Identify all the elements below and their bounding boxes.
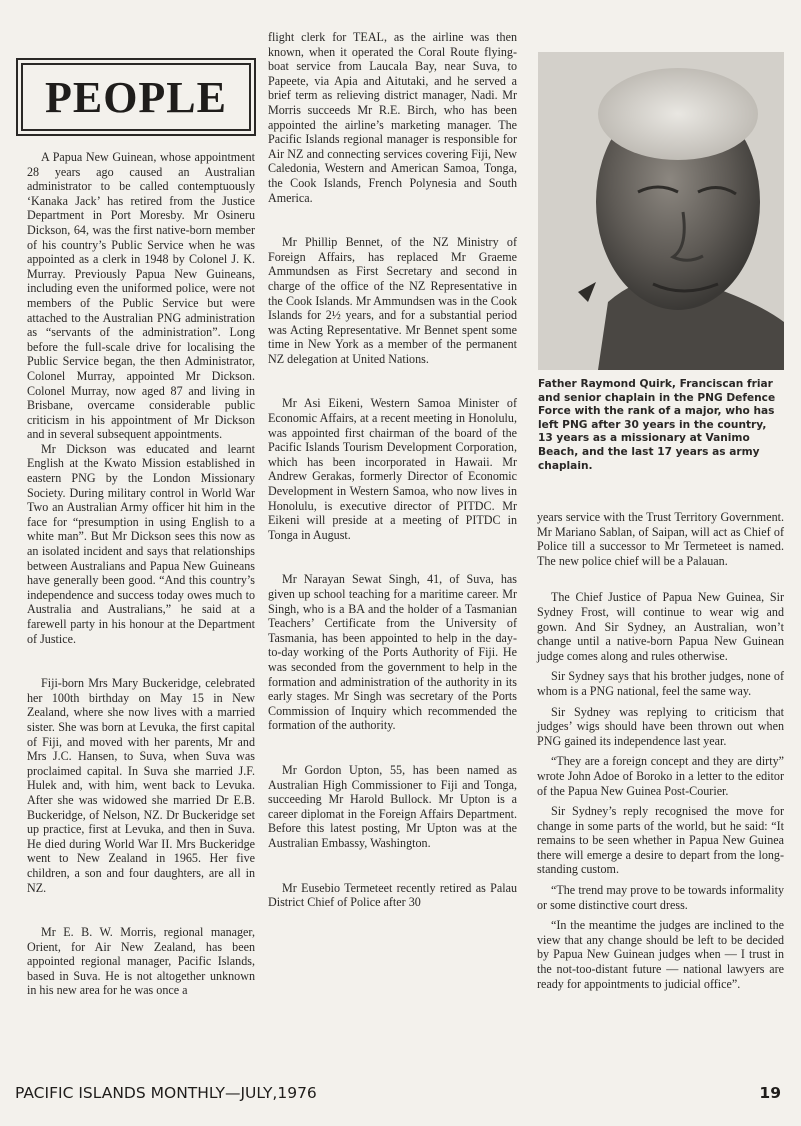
section-title-box [16, 58, 256, 136]
paragraph: Sir Sydney was replying to criticism that judges’ wigs should have been thrown out when PNG gained its independence last year. [537, 704, 784, 748]
article-column-3 [537, 510, 784, 991]
paragraph: Mr Narayan Sewat Singh, 41, of Suva, has given up school teaching for a maritime career. Mr Singh, who is a BA and the holder of a Tasmanian Teachers’ Certificate from the University of Tasmania, has been appointed to help in the day-to-day working of the Ports Authority of Fiji. He was seconded from the government to help in the formation and administration of the authority in its early stages. Mr Singh was secretary of the Ports Commission of Inquiry which recommended the formation of the authority. [268, 572, 517, 733]
paragraph: “In the meantime the judges are inclined to the view that any change should be left to be decided by Papua New Guinean judges when — I trust in the not-too-distant future — national lawyers are ready for appointments to judicial office”. [537, 918, 784, 991]
paragraph: A Papua New Guinean, whose appointment 28 years ago caused an Australian administrator to be called contemptuously ‘Kanaka Jack’ has retired from the Justice Department in Port Moresby. Mr Osineru Dickson, 64, was the first native-born member of his country’s Public Service when he was appointed as a clerk in 1948 by Colonel J. K. Murray. Previously Papua New Guineans, including even the uniformed police, were not members of the Public Service but were attached to the Australian PNG administration as “servants of the administration”. Long before the full-scale drive for localising the Public Service began, the then Administrator, Colonel Murray, appointed Mr Dickson. Colonel Murray, now aged 87 and living in Brisbane, overcame considerable public criticism in his appointment of Mr Dickson and in several subsequent appointments. [27, 150, 255, 442]
paragraph: Sir Sydney’s reply recognised the move for change in some parts of the world, but he said: “It remains to be seen whether in Papua New Guinea there will emerge a desire to depart from the long-standing custom. [537, 804, 784, 877]
paragraph: Mr Gordon Upton, 55, has been named as Australian High Commissioner to Fiji and Tonga, succeeding Mr Harold Bullock. Mr Upton is a career diplomat in the Foreign Affairs Department. Before this latest posting, Mr Upton was at the Australian Embassy, Washington. [268, 762, 517, 850]
portrait-illustration [538, 52, 784, 370]
portrait-photo [538, 52, 784, 370]
paragraph: “The trend may prove to be towards informality or some distinctive court dress. [537, 883, 784, 912]
publication-name: PACIFIC ISLANDS MONTHLY—JULY,1976 [15, 1084, 317, 1102]
section-title: PEOPLE [44, 72, 228, 122]
paragraph: Mr Asi Eikeni, Western Samoa Minister of Economic Affairs, at a recent meeting in Honolulu, was appointed first chairman of the board of the Pacific Islands Tourism Development Corporation, which has been incorporated in Hawaii. Mr Andrew Gerakas, formerly Director of Economic Development in Western Samoa, who now lives in Honolulu, is executive director of PITDC. Mr Eikeni will preside at a meeting of PITDC in Tonga in August. [268, 396, 517, 542]
section-title-frame [21, 63, 251, 131]
paragraph: Sir Sydney says that his brother judges, none of whom is a PNG national, feel the same way. [537, 669, 784, 698]
paragraph: flight clerk for TEAL, as the airline was then known, when it operated the Coral Route flying-boat service from Laucala Bay, near Suva, to Papeete, via Apia and Aitutaki, and he served a brief term as relieving district manager, Nadi. Mr Morris succeeds Mr R.E. Birch, who has been appointed the airline’s marketing manager. The Pacific Islands regional manager is responsible for Air NZ and connecting services covering Fiji, New Caledonia, Western and American Samoa, Tonga, the Cook Islands, French Polynesia and South America. [268, 30, 517, 205]
page-footer [15, 1080, 785, 1106]
article-column-2 [268, 30, 517, 910]
paragraph: The Chief Justice of Papua New Guinea, Sir Sydney Frost, will continue to wear wig and gown. And Sir Sydney, an Australian, won’t change until a native-born Papua New Guinean judge comes along and rules otherwise. [537, 590, 784, 663]
paragraph: Fiji-born Mrs Mary Buckeridge, celebrated her 100th birthday on May 15 in New Zealand, where she now lives with a married sister. She was born at Levuka, the first capital of Fiji, and moved with her parents, Mr and Mrs J.C. Hansen, to Suva, when Suva was proclaimed capital. In Suva she married J.F. Hulek and, with him, went back to Levuka. After she was widowed she married Dr E.B. Buckeridge, of Nelson, NZ. Dr Buckeridge set up practice, first at Levuka, and then in Suva. He died during World War II. Mrs Buckeridge went to New Zealand in 1965. Her five children, a son and four daughters, are all in NZ. [27, 676, 255, 895]
paragraph: Mr Phillip Bennet, of the NZ Ministry of Foreign Affairs, has replaced Mr Graeme Ammundsen as First Secretary and second in charge of the office of the NZ Representative in the Cook Islands. Mr Ammundsen was in the Cook Islands for 2½ years, and for a substantial period was Acting Representative. Mr Bennet spent some time in New York as a member of the permanent NZ delegation at United Nations. [268, 235, 517, 366]
article-column-1 [27, 150, 255, 998]
photo-caption: Father Raymond Quirk, Franciscan friar and senior chaplain in the PNG Defence Force with the rank of a major, who has left PNG after 30 years in the country, 13 years as a missionary at Vanimo Beach, and the last 17 years as army chaplain. [538, 378, 776, 472]
paragraph: Mr Eusebio Termeteet recently retired as Palau District Chief of Police after 30 [268, 880, 517, 910]
paragraph: Mr Dickson was educated and learnt English at the Kwato Mission established in eastern PNG by the London Missionary Society. During military control in World War Two an Australian Army officer hit him in the face for “presumption in using English to a white man”. But Mr Dickson sees this now as an isolated incident and says that relationships between Australians and Papua New Guineans have generally been good. “And this country’s independence and success today owes much to Australia and Australians,” he said at a farewell party in his honour at the Department of Justice. [27, 441, 255, 646]
page-number: 19 [759, 1084, 781, 1102]
paragraph: years service with the Trust Territory Government. Mr Mariano Sablan, of Saipan, will act as Chief of Police till a successor to Mr Termeteet is named. The new police chief will be a Palauan. [537, 510, 784, 568]
paragraph: “They are a foreign concept and they are dirty” wrote John Adoe of Boroko in a letter to the editor of the Papua New Guinea Post-Courier. [537, 754, 784, 798]
paragraph: Mr E. B. W. Morris, regional manager, Orient, for Air New Zealand, has been appointed regional manager, Pacific Islands, based in Suva. He is not altogether unknown in his new area for he was once a [27, 925, 255, 998]
